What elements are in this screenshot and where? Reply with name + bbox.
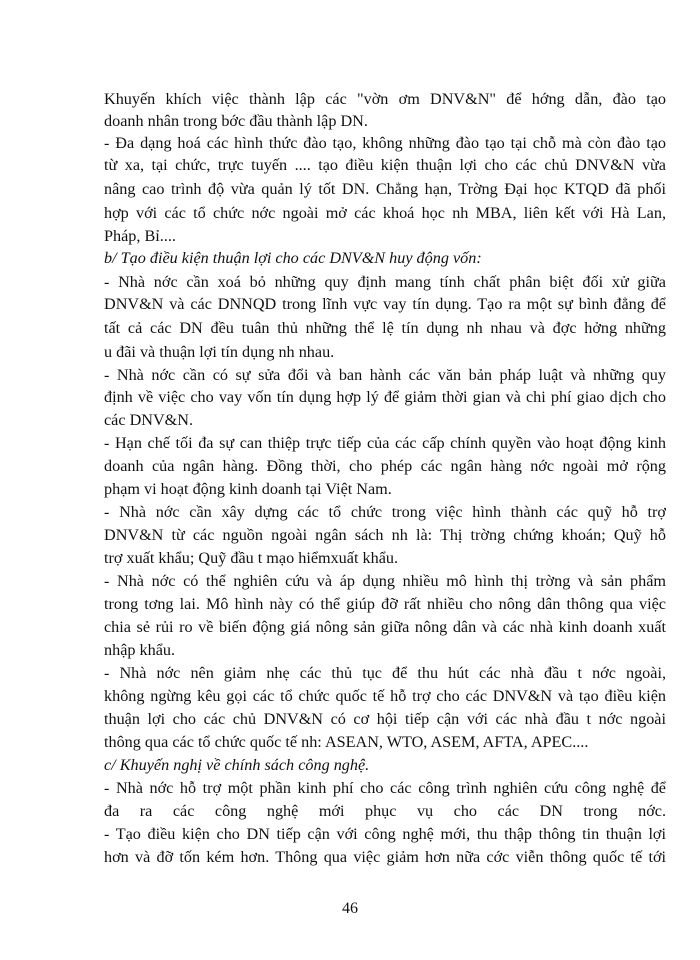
text-line: trợ xuất khẩu; Quỹ đầu t mạo hiểmxuất khẩu. [104,549,399,567]
text-line: doanh nhân trong bớc đầu thành lập DN. [104,112,368,130]
text-line: không ngừng kêu gọi các tổ chức quốc tế hỗ trợ cho các DNV&N và tạo điều kiện [104,687,666,705]
text-line: thuận lợi cho các chủ DNV&N có cơ hội tiếp cận với các nhà đầu t nớc ngoài [104,710,666,728]
text-line: - Tạo điều kiện cho DN tiếp cận với công nghệ mới, thu thập thông tin thuận lợi [104,825,666,843]
text-line: Khuyến khích việc thành lập các "vờn ơm DNV&N" để hớng dẫn, đào tạo [104,90,666,108]
text-line: - Nhà nớc cần xây dựng các tổ chức trong việc hình thành các quỹ hỗ trợ [104,503,666,521]
text-line: định về việc cho vay vốn tín dụng hợp lý để giảm thời gian và chi phí giao dịch cho [104,388,666,406]
text-line: đa ra các công nghệ mới phục vụ cho các DN trong nớc. [104,802,666,820]
text-line: - Nhà nớc nên giảm nhẹ các thủ tục để thu hút các nhà đầu t nớc ngoài, [104,664,666,682]
text-line: thông qua các tổ chức quốc tế nh: ASEAN, WTO, ASEM, AFTA, APEC.... [104,733,589,751]
text-line: hơn và đỡ tốn kém hơn. Thông qua việc giảm hơn nữa cớc viễn thông quốc tế tới [104,848,666,866]
section-heading: b/ Tạo điều kiện thuận lợi cho các DNV&N huy động vốn: [104,249,482,267]
text-line: - Nhà nớc cần xoá bỏ những quy định mang tính chất phân biệt đối xử giữa [104,273,666,291]
text-line: - Nhà nớc cần có sự sửa đổi và ban hành các văn bản pháp luật và những quy [104,366,666,384]
text-line: - Đa dạng hoá các hình thức đào tạo, không những đào tạo tại chỗ mà còn đào tạo [104,134,666,152]
page-number: 46 [342,900,358,917]
text-line: - Hạn chế tối đa sự can thiệp trực tiếp của các cấp chính quyền vào hoạt động kinh [104,434,666,452]
text-line: Pháp, Bỉ.... [104,227,176,245]
text-line: phạm vi hoạt động kinh doanh tại Việt Nam. [104,480,392,498]
text-line: - Nhà nớc có thể nghiên cứu và áp dụng nhiều mô hình thị trờng và sản phẩm [104,572,666,590]
text-line: nâng cao trình độ vừa quản lý tốt DN. Chẳng hạn, Trờng Đại học KTQD đã phối [104,180,666,198]
text-line: nhập khẩu. [104,641,176,659]
text-line: chia sẻ rủi ro về biến động giá nông sản giữa nông dân và các nhà kinh doanh xuất [104,618,666,636]
text-line: DNV&N từ các nguồn ngoài ngân sách nh là: Thị trờng chứng khoán; Quỹ hỗ [104,526,666,544]
text-line: các DNV&N. [104,411,193,429]
text-line: hợp với các tổ chức nớc ngoài mở các khoá học nh MBA, liên kết với Hà Lan, [104,204,666,222]
text-line: tất cả các DN đều tuân thủ những thể lệ tín dụng nh nhau và đợc hởng những [104,319,666,337]
text-line: từ xa, tại chức, trực tuyến .... tạo điều kiện thuận lợi cho các chủ DNV&N vừa [104,156,666,174]
text-line: doanh của ngân hàng. Đồng thời, cho phép các ngân hàng nớc ngoài mở rộng [104,457,666,475]
text-line: u đãi và thuận lợi tín dụng nh nhau. [104,343,335,361]
text-line: trong tơng lai. Mô hình này có thể giúp đỡ rất nhiều cho nông dân thông qua việc [104,595,666,613]
section-heading: c/ Khuyến nghị về chính sách công nghệ. [104,756,370,774]
text-line: DNV&N và các DNNQD trong lĩnh vực vay tín dụng. Tạo ra một sự bình đẳng để [104,295,666,313]
text-line: - Nhà nớc hỗ trợ một phần kinh phí cho các công trình nghiên cứu công nghệ để [104,779,666,797]
